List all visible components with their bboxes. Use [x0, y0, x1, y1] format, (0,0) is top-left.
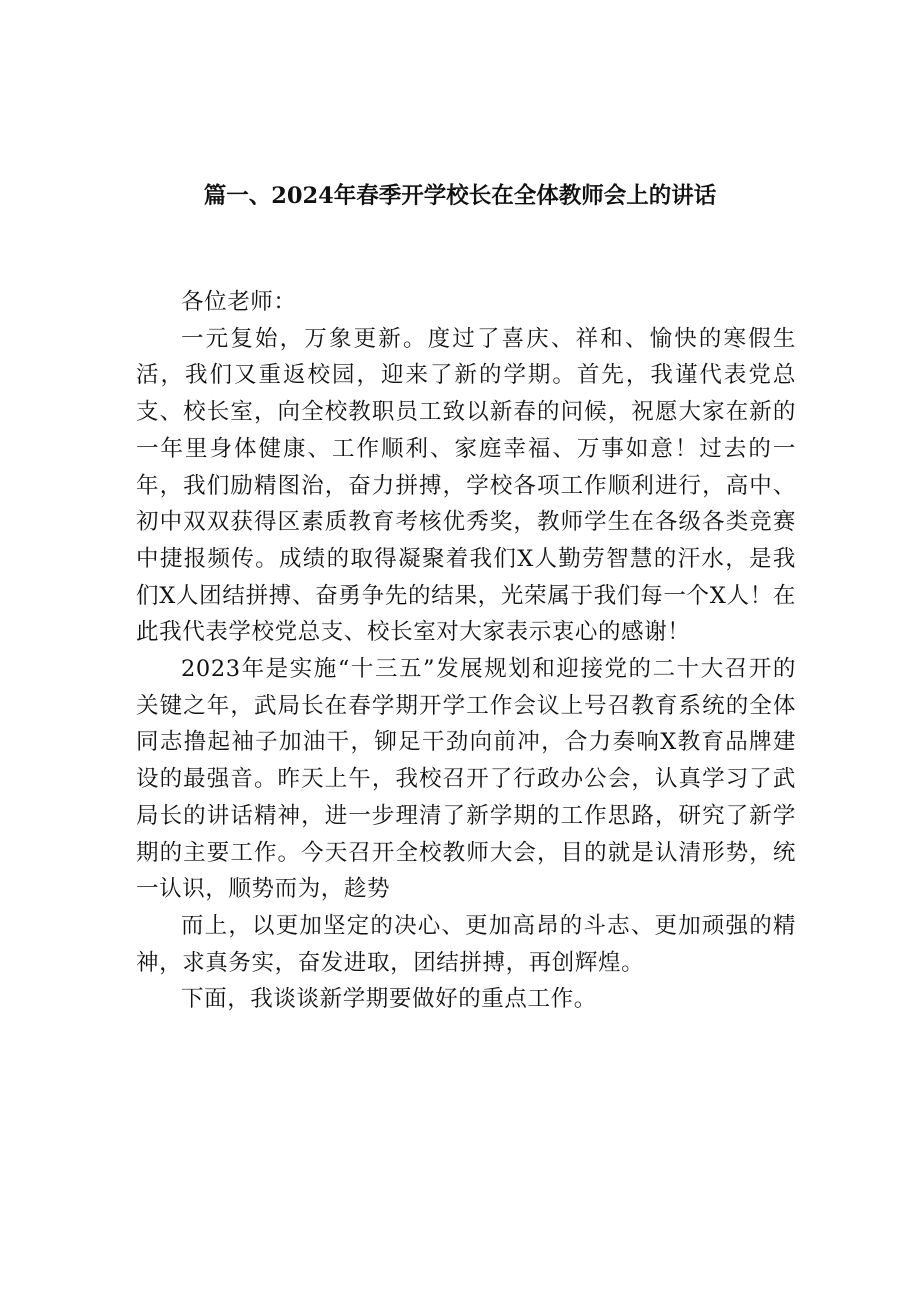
document-title: 篇一、2024年春季开学校长在全体教师会上的讲话	[203, 183, 717, 209]
document-body	[136, 284, 796, 1018]
paragraph-1: 一元复始，万象更新。度过了喜庆、祥和、愉快的寒假生活，我们又重返校园，迎来了新的学期。首先，我谨代表党总支、校长室，向全校教职员工致以新春的问候，祝愿大家在新的一年里身体健康、工作顺利、家庭幸福、万事如意！过去的一年，我们励精图治，奋力拼搏，学校各项工作顺利进行，高中、初中双双获得区素质教育考核优秀奖，教师学生在各级各类竞赛中捷报频传。成绩的取得凝聚着我们X人勤劳智慧的汗水，是我们X人团结拼搏、奋勇争先的结果，光荣属于我们每一个X人！在此我代表学校党总支、校长室对大家表示衷心的感谢！	[136, 325, 796, 646]
paragraph-4: 下面，我谈谈新学期要做好的重点工作。	[181, 986, 597, 1013]
paragraph-2: 2023年是实施“十三五”发展规划和迎接党的二十大召开的关键之年，武局长在春学期开学工作会议上号召教育系统的全体同志撸起袖子加油干，铆足干劲向前冲，合力奏响X教育品牌建设的最强音。昨天上午，我校召开了行政办公会，认真学习了武局长的讲话精神，进一步理清了新学期的工作思路，研究了新学期的主要工作。今天召开全校教师大会，目的就是认清形势，统一认识，顺势而为，趁势	[136, 656, 796, 903]
paragraph-3: 而上，以更加坚定的决心、更加高昂的斗志、更加顽强的精神，求真务实，奋发进取，团结拼搏，再创辉煌。	[136, 912, 796, 976]
salutation: 各位老师：	[181, 289, 297, 315]
